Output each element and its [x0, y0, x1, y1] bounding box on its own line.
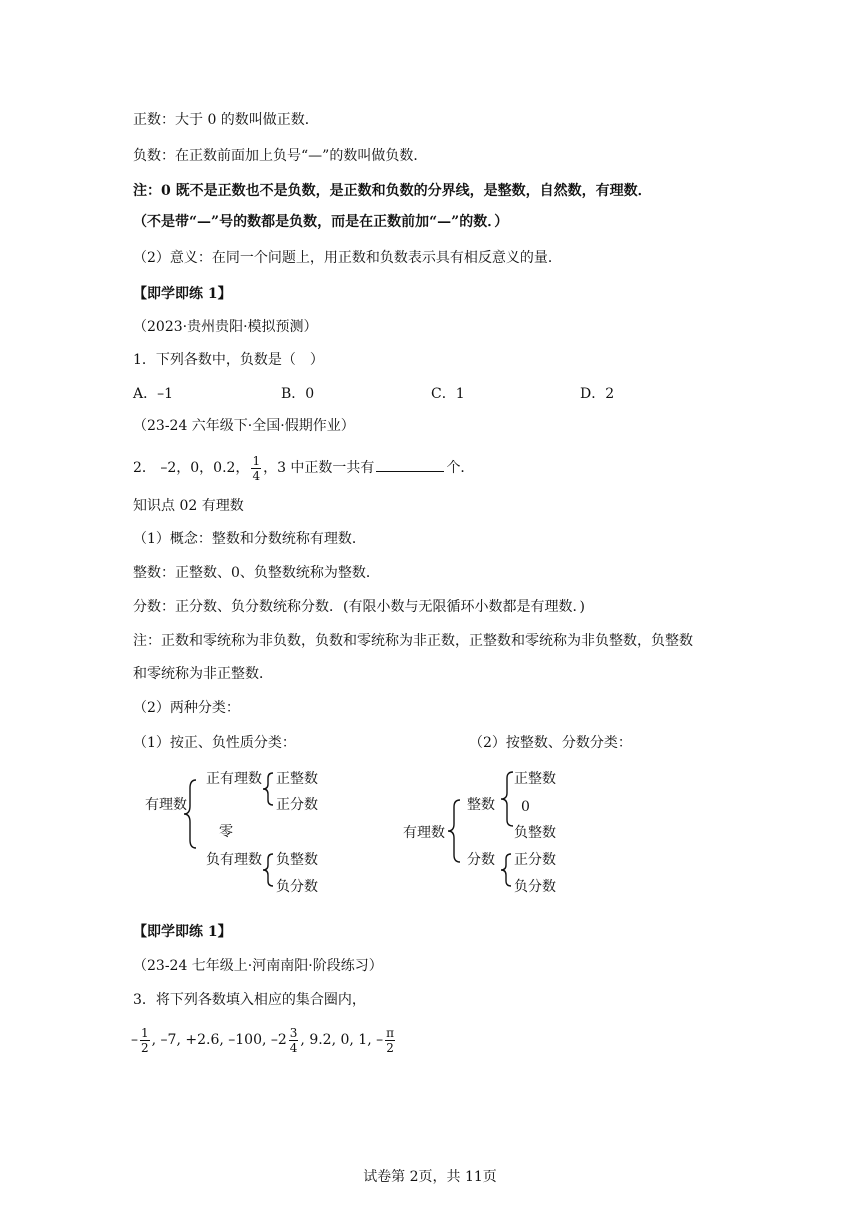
q3-fraction-3-numerator: π: [386, 1025, 394, 1040]
tree1-main-brace: [182, 778, 202, 850]
q3-fraction-1-denominator: 2: [141, 1040, 149, 1055]
tree2-zero: 0: [521, 799, 530, 815]
practice-heading-1: 【即学即练 1】: [133, 286, 232, 302]
tree1-negative-fraction: 负分数: [276, 879, 318, 895]
q3-number-middle: ,: [151, 1032, 161, 1048]
q3-stem: 3．将下列各数填入相应的集合圈内，: [133, 992, 366, 1008]
q2-fraction-numerator: 1: [252, 453, 261, 468]
tree2-negative-fraction: 负分数: [514, 879, 556, 895]
tree2-root: 有理数: [403, 825, 445, 841]
classification-2-title: （2）按整数、分数分类：: [469, 735, 632, 751]
negative-definition: 负数：在正数前面加上负号“—”的数叫做负数．: [133, 148, 428, 164]
tree1-positive-rational: 正有理数: [206, 771, 262, 787]
q1-source: （2023·贵州贵阳·模拟预测）: [133, 319, 318, 335]
q3-fraction-2-numerator: 3: [289, 1025, 298, 1040]
q2-fraction-denominator: 4: [252, 468, 261, 483]
q2-stem: [133, 452, 474, 484]
q1-option-b: B．0: [281, 386, 315, 402]
fraction-definition: 分数：正分数、负分数统称分数．(有限小数与无限循环小数都是有理数．): [133, 599, 585, 615]
integer-definition: 整数：正整数、0、负整数统称为整数．: [133, 565, 380, 581]
note-nonnegative-1: 注：正数和零统称为非负数，负数和零统称为非正数，正整数和零统称为非负整数，负整数: [133, 633, 693, 649]
q1-option-a: A．–1: [133, 386, 174, 402]
positive-definition: 正数：大于 0 的数叫做正数．: [133, 112, 319, 128]
note-sign: （不是带“—”号的数都是负数，而是在正数前加“—”的数．）: [133, 214, 509, 230]
q2-source: （23-24 六年级下·全国·假期作业）: [133, 418, 355, 434]
q2-end: 个．: [446, 460, 475, 476]
tree1-negative-brace: [262, 853, 276, 887]
q3-fraction-2-denominator: 4: [289, 1040, 298, 1055]
q1-option-c: C．1: [431, 386, 465, 402]
tree1-root: 有理数: [145, 797, 187, 813]
tree1-negative-integer: 负整数: [276, 852, 318, 868]
q3-fraction-2: [289, 1026, 299, 1055]
q1-stem: 1．下列各数中，负数是（ ）: [133, 352, 324, 368]
q1-option-d: D．2: [580, 386, 615, 402]
q2-answer-blank[interactable]: [376, 457, 444, 472]
tree2-positive-integer: 正整数: [514, 771, 556, 787]
q3-fraction-3: [385, 1026, 395, 1055]
classification-1-title: （1）按正、负性质分类：: [133, 735, 296, 751]
q2-suffix: ，3 中正数一共有: [263, 460, 375, 476]
q3-number-list: [131, 1022, 397, 1058]
two-classifications: （2）两种分类：: [133, 700, 240, 716]
note-zero: 注：0 既不是正数也不是负数，是正数和负数的分界线，是整数，自然数，有理数．: [133, 183, 652, 199]
tree1-positive-integer: 正整数: [276, 771, 318, 787]
tree2-integer: 整数: [467, 797, 495, 813]
tree2-negative-integer: 负整数: [514, 825, 556, 841]
tree2-fraction-brace: [500, 853, 514, 887]
tree1-positive-brace: [262, 772, 276, 806]
tree1-zero: 零: [219, 824, 233, 840]
q2-prefix: 2． –2，0，0.2，: [133, 460, 250, 476]
knowledge-point-2-title: 知识点 02 有理数: [133, 498, 244, 514]
q3-fraction-3-denominator: 2: [386, 1040, 394, 1055]
tree2-positive-fraction: 正分数: [514, 852, 556, 868]
concept-line: （1）概念：整数和分数统称有理数．: [133, 531, 366, 547]
q3-fraction-1-numerator: 1: [141, 1025, 149, 1040]
tree1-positive-fraction: 正分数: [276, 797, 318, 813]
page-footer: 试卷第 2页，共 11页: [363, 1169, 497, 1185]
q3-number-run: –7, +2.6, –100, –2: [160, 1032, 287, 1048]
q2-fraction: [251, 454, 261, 483]
tree1-negative-rational: 负有理数: [206, 852, 262, 868]
q3-fraction-1: [140, 1026, 150, 1055]
tree2-main-brace: [446, 798, 464, 864]
practice-heading-2: 【即学即练 1】: [133, 924, 232, 940]
tree2-fraction: 分数: [467, 852, 495, 868]
q3-lead-minus: –: [131, 1032, 138, 1048]
q3-source: （23-24 七年级上·河南南阳·阶段练习）: [133, 958, 383, 974]
note-nonnegative-2: 和零统称为非正整数．: [133, 666, 273, 682]
q3-number-tail: , 9.2, 0, 1, –: [300, 1032, 384, 1048]
meaning-line: （2）意义：在同一个问题上，用正数和负数表示具有相反意义的量．: [133, 250, 562, 266]
